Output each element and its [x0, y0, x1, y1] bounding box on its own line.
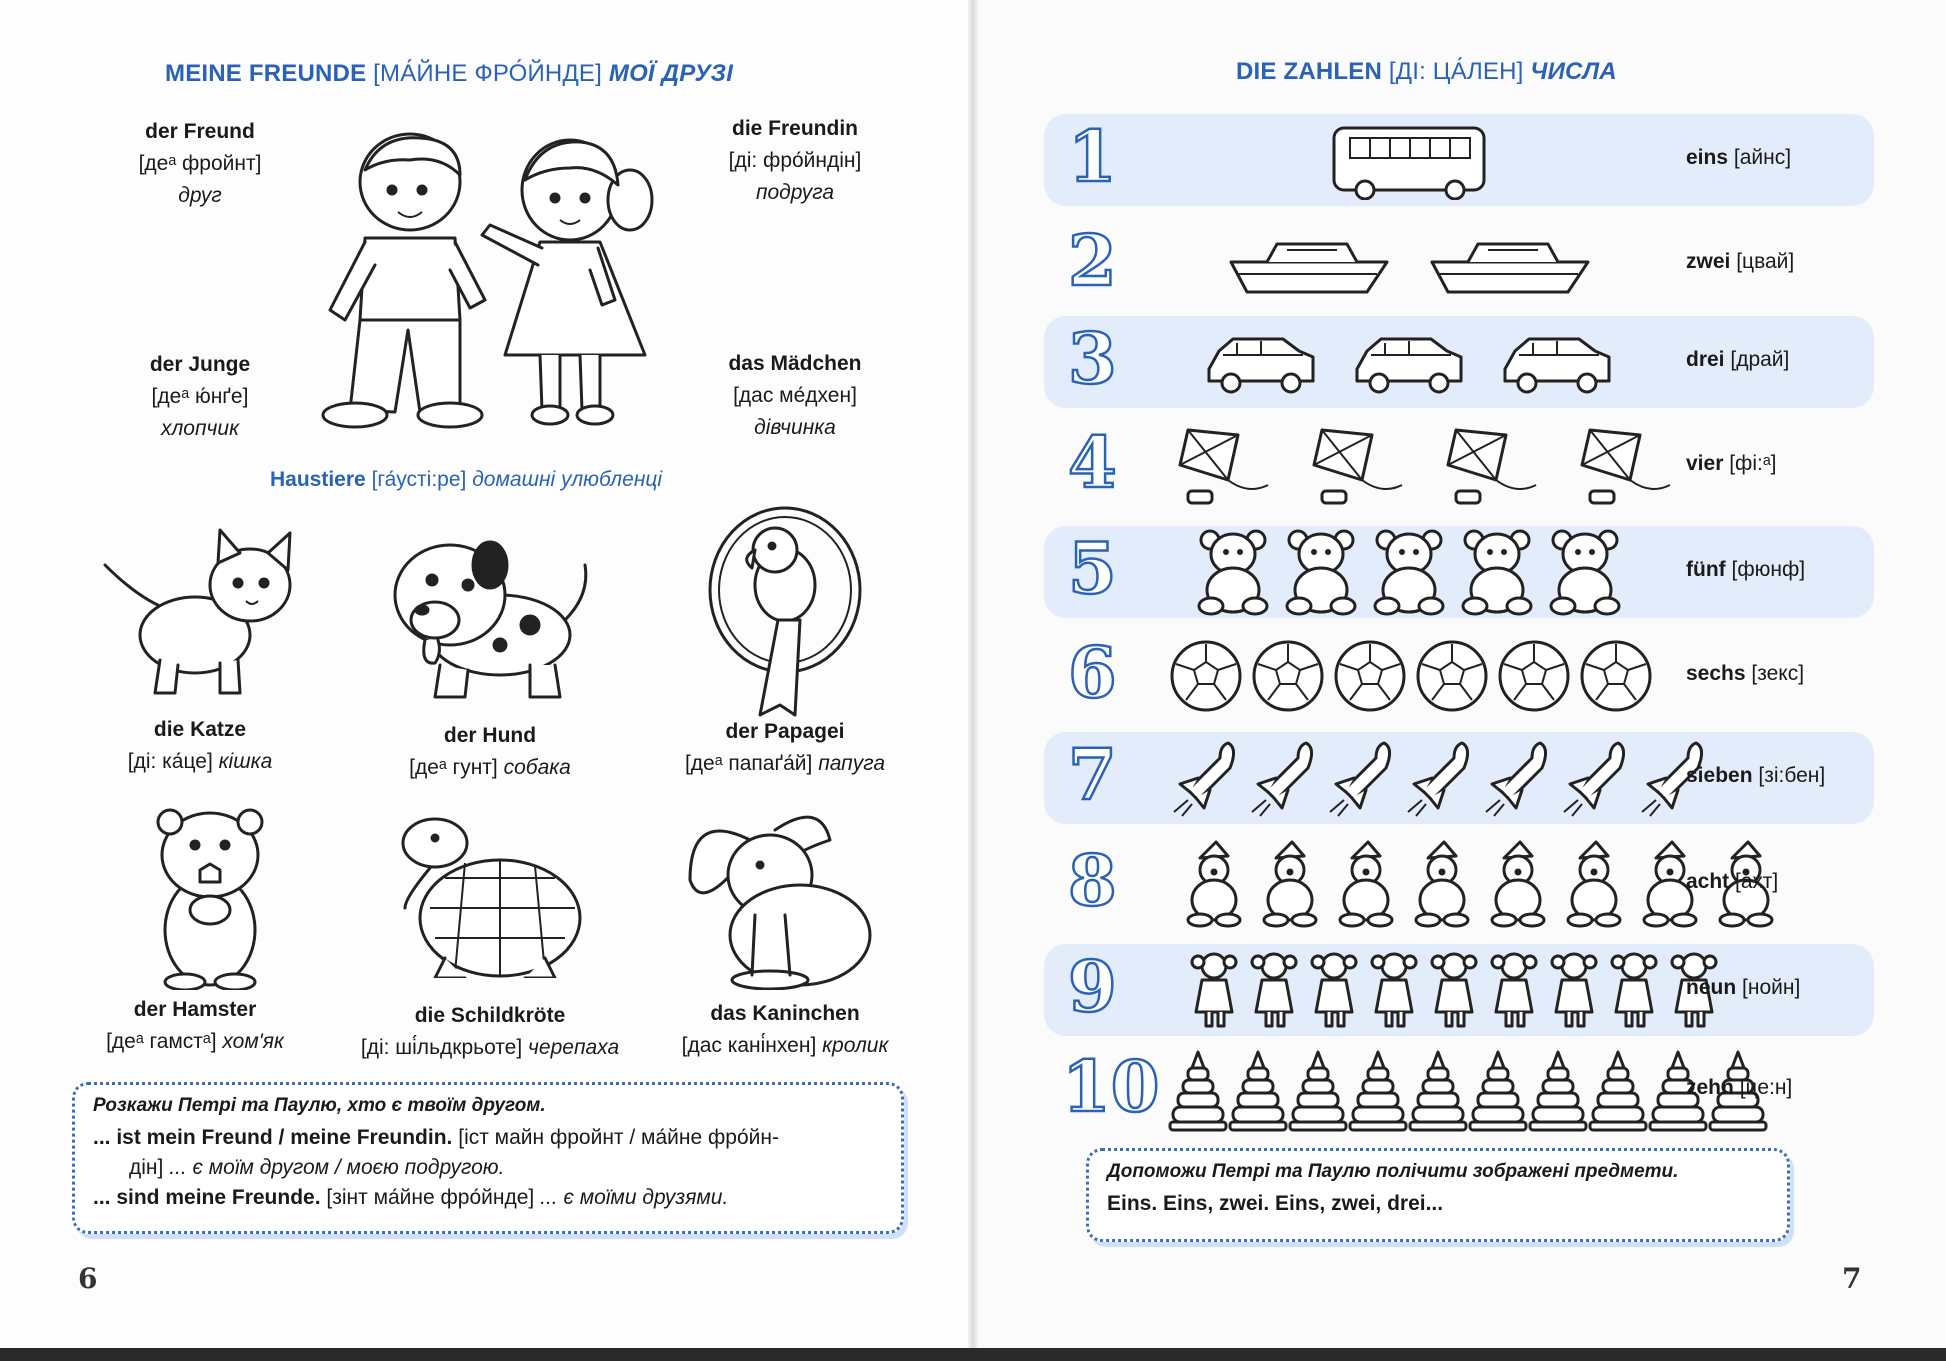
parrot-illustration	[700, 500, 880, 725]
ball-icon	[1332, 638, 1408, 714]
doll-icon	[1364, 950, 1424, 1030]
counted-items-6	[1168, 638, 1654, 714]
ball-icon	[1414, 638, 1490, 714]
digit-5: 5	[1068, 527, 1117, 610]
doll-icon	[1424, 950, 1484, 1030]
clown-icon	[1480, 840, 1556, 928]
teddy-bear-icon	[1547, 528, 1625, 616]
ball-icon	[1578, 638, 1654, 714]
page-number-left: 6	[78, 1262, 98, 1295]
teddy-bear-icon	[1371, 528, 1449, 616]
ball-icon	[1250, 638, 1326, 714]
teddy-bear-icon	[1283, 528, 1361, 616]
digit-9: 9	[1068, 945, 1117, 1028]
digit-10: 10	[1062, 1045, 1160, 1128]
kite-icon	[1302, 425, 1412, 507]
ball-icon	[1168, 638, 1244, 714]
word-der-hamster: der Hamster [деᵃ гамстᵃ] хом'як	[106, 998, 284, 1053]
counted-items-2	[1227, 232, 1593, 296]
counted-items-9	[1184, 950, 1724, 1030]
boy-figure	[323, 134, 485, 427]
car-icon	[1203, 329, 1321, 395]
number-word-5: fünf [фюнф]	[1686, 558, 1806, 581]
word-das-kaninchen: das Kaninchen [дас кані́нхен] кролик	[681, 1002, 889, 1057]
word-der-hund: der Hund [деᵃ гунт] собака	[409, 724, 571, 779]
scan-bottom-edge	[0, 1348, 1946, 1361]
rabbit-illustration	[680, 810, 880, 990]
doll-icon	[1304, 950, 1364, 1030]
word-die-freundin: die Freundin [ді: фро́йндін] подруга	[728, 117, 862, 204]
digit-2: 2	[1068, 219, 1117, 302]
bus-icon	[1330, 120, 1490, 200]
number-word-7: sieben [зі:бен]	[1686, 764, 1826, 787]
pyramid-icon	[1228, 1048, 1288, 1132]
page-title-numbers: DIE ZAHLEN [ДІ: ЦА́ЛЕН] ЧИСЛА	[1236, 58, 1617, 85]
doll-icon	[1604, 950, 1664, 1030]
dialog-counting-line: Eins. Eins, zwei. Eins, zwei, drei...	[1107, 1192, 1444, 1215]
counted-items-7	[1168, 738, 1714, 818]
kite-icon	[1168, 425, 1278, 507]
clown-icon	[1252, 840, 1328, 928]
number-word-8: acht [ахт]	[1686, 870, 1779, 893]
kite-icon	[1570, 425, 1680, 507]
clown-icon	[1176, 840, 1252, 928]
ship-icon	[1428, 232, 1593, 296]
number-word-9: neun [нойн]	[1686, 976, 1801, 999]
title-transcription: [МА́ЙНЕ ФРО́ЙНДЕ]	[373, 60, 602, 87]
rocket-icon	[1402, 738, 1480, 818]
rocket-icon	[1480, 738, 1558, 818]
pyramid-icon	[1588, 1048, 1648, 1132]
ship-icon	[1227, 232, 1392, 296]
number-word-6: sechs [зекс]	[1686, 662, 1805, 685]
left-page	[0, 0, 972, 1361]
teddy-bear-icon	[1195, 528, 1273, 616]
pyramid-icon	[1348, 1048, 1408, 1132]
dog-illustration	[380, 525, 600, 705]
page-number-right: 7	[1842, 1262, 1862, 1295]
rocket-icon	[1324, 738, 1402, 818]
turtle-illustration	[385, 808, 585, 978]
dialog-prompt-numbers: Допоможи Петрі та Паулю полічити зображені предмети.	[1107, 1161, 1679, 1182]
doll-icon	[1544, 950, 1604, 1030]
clown-icon	[1328, 840, 1404, 928]
title-ua: МОЇ ДРУЗІ	[608, 60, 734, 87]
pyramid-icon	[1408, 1048, 1468, 1132]
digit-6: 6	[1068, 631, 1117, 714]
clown-icon	[1556, 840, 1632, 928]
dialog-box-numbers	[1086, 1148, 1790, 1242]
counted-items-10	[1168, 1048, 1768, 1132]
number-word-10: zehn [це:н]	[1686, 1076, 1793, 1099]
dialog-line-1: ... ist mein Freund / meine Freundin. [іст майн фройнт / ма́йне фро́йн-	[93, 1126, 779, 1149]
counted-items-1	[1330, 120, 1490, 200]
pets-subtitle: Haustiere [га́усті:ре] домашні улюбленці	[270, 468, 663, 491]
digit-3: 3	[1068, 317, 1117, 400]
pyramid-icon	[1468, 1048, 1528, 1132]
digit-7: 7	[1068, 733, 1117, 816]
kite-icon	[1436, 425, 1546, 507]
dialog-prompt: Розкажи Петрі та Паулю, хто є твоїм другом.	[93, 1095, 546, 1116]
counted-items-3	[1203, 329, 1617, 395]
number-word-2: zwei [цвай]	[1686, 250, 1795, 273]
rocket-icon	[1558, 738, 1636, 818]
counted-items-5	[1195, 528, 1625, 616]
word-der-papagei: der Papagei [деᵃ папаґа́й] папуга	[684, 720, 886, 775]
dialog-line-2: дін] ... є моїм другом / моєю подругою.	[129, 1156, 505, 1179]
word-die-katze: die Katze [ді: ка́це] кішка	[127, 718, 273, 773]
pyramid-icon	[1168, 1048, 1228, 1132]
counted-items-4	[1168, 425, 1680, 507]
word-der-junge: der Junge [деᵃ ю́нґе] хлопчик	[149, 353, 251, 440]
word-der-freund: der Freund [деᵃ фройнт] друг	[138, 120, 262, 207]
pyramid-icon	[1528, 1048, 1588, 1132]
number-word-4: vier [фі:ᵃ]	[1686, 452, 1777, 475]
boy-and-girl-illustration	[310, 130, 690, 430]
digit-4: 4	[1068, 421, 1117, 504]
clown-icon	[1404, 840, 1480, 928]
pyramid-icon	[1288, 1048, 1348, 1132]
number-word-3: drei [драй]	[1686, 348, 1790, 371]
dialog-box-friends	[72, 1082, 904, 1234]
number-word-1: eins [айнс]	[1686, 146, 1792, 169]
word-die-schildkroete: die Schildkröte [ді: ші́льдкрьоте] черепаха	[360, 1004, 620, 1059]
digit-1: 1	[1068, 115, 1117, 198]
title-de: MEINE FREUNDE	[165, 60, 367, 87]
doll-icon	[1244, 950, 1304, 1030]
rocket-icon	[1246, 738, 1324, 818]
hamster-illustration	[140, 800, 280, 990]
rocket-icon	[1168, 738, 1246, 818]
ball-icon	[1496, 638, 1572, 714]
car-icon	[1499, 329, 1617, 395]
doll-icon	[1484, 950, 1544, 1030]
digit-8: 8	[1068, 839, 1117, 922]
word-das-maedchen: das Mädchen [дас ме́дхен] дівчинка	[728, 352, 862, 439]
teddy-bear-icon	[1459, 528, 1537, 616]
page-title-friends	[165, 60, 733, 88]
car-icon	[1351, 329, 1469, 395]
dialog-line-3: ... sind meine Freunde. [зінт ма́йне фро́йнде] ... є моїми друзями.	[93, 1186, 729, 1209]
doll-icon	[1184, 950, 1244, 1030]
cat-illustration	[100, 525, 300, 700]
girl-figure	[482, 140, 652, 424]
